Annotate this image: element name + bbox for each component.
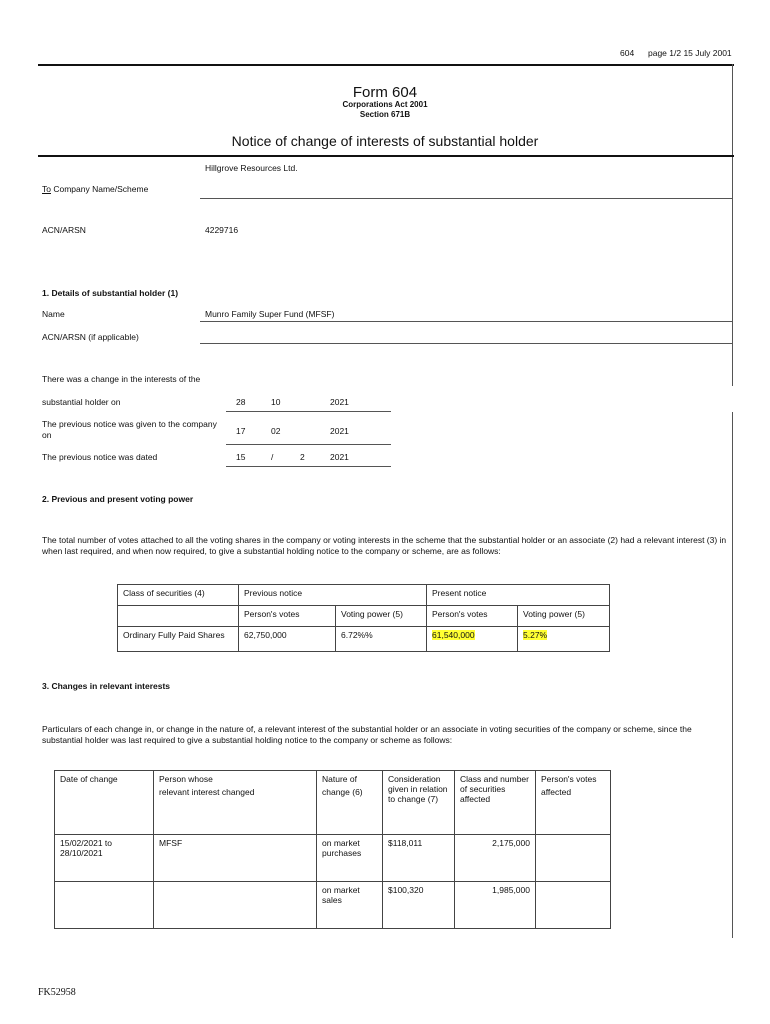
row2-class-number: 1,985,000 bbox=[455, 882, 536, 929]
change-label-line2: substantial holder on bbox=[42, 397, 121, 407]
prev-given-line bbox=[226, 444, 391, 445]
row2-person bbox=[154, 882, 317, 929]
row1-date-l1: 15/02/2021 to bbox=[60, 838, 112, 848]
holder-acn-line bbox=[200, 343, 732, 344]
holder-name-label: Name bbox=[42, 309, 65, 319]
change-label-line1: There was a change in the interests of the bbox=[42, 374, 201, 384]
holder-name-value: Munro Family Super Fund (MFSF) bbox=[205, 309, 335, 319]
prev-given-month: 02 bbox=[271, 426, 281, 436]
company-scheme-label: Company Name/Scheme bbox=[53, 184, 149, 194]
notice-title: Notice of change of interests of substantial holder bbox=[231, 133, 539, 149]
section3-heading: 3. Changes in relevant interests bbox=[42, 681, 171, 691]
title-rule bbox=[38, 155, 734, 157]
prev-votes-header: Person's votes bbox=[239, 606, 336, 627]
prev-dated-month: 2 bbox=[300, 452, 305, 462]
row1-nature bbox=[317, 835, 383, 882]
nature-header bbox=[317, 771, 383, 835]
row1-class-number: 2,175,000 bbox=[455, 835, 536, 882]
row1-person: MFSF bbox=[154, 835, 317, 882]
company-name-value: Hillgrove Resources Ltd. bbox=[205, 163, 298, 173]
class-header-l1: Class and number bbox=[460, 774, 529, 784]
section2-heading: 2. Previous and present voting power bbox=[42, 494, 194, 504]
class-value: Ordinary Fully Paid Shares bbox=[118, 627, 239, 652]
row1-nature-l2: purchases bbox=[322, 848, 362, 858]
nature-header-l2: change (6) bbox=[322, 787, 363, 797]
pres-power-cell bbox=[518, 627, 610, 652]
votes-header-l2: affected bbox=[541, 787, 572, 797]
change-day: 28 bbox=[236, 397, 246, 407]
row2-date bbox=[55, 882, 154, 929]
class-header-l2: of securities bbox=[460, 784, 506, 794]
voting-power-table bbox=[117, 584, 610, 652]
row2-consideration: $100,320 bbox=[383, 882, 455, 929]
right-border-lower bbox=[732, 412, 733, 938]
nature-header-l1: Nature of bbox=[322, 774, 357, 784]
company-name-label bbox=[42, 184, 148, 194]
company-name-line bbox=[200, 198, 732, 199]
prev-given-label: The previous notice was given to the company on bbox=[42, 419, 217, 440]
consid-header-l3: to change (7) bbox=[388, 794, 439, 804]
person-header-l1: Person whose bbox=[159, 774, 213, 784]
pres-power-header: Voting power (5) bbox=[518, 606, 610, 627]
prev-dated-year: 2021 bbox=[330, 452, 349, 462]
consid-header-l2: given in relation bbox=[388, 784, 448, 794]
table-row bbox=[55, 882, 611, 929]
section3-intro: Particulars of each change in, or change in the nature of, a relevant interest of the substantial holder or an associate in voting securities of the company or scheme, since the substantial holder was last required to give a substantial holding notice to the company or scheme as follows: bbox=[42, 724, 692, 745]
class-header: Class of securities (4) bbox=[118, 585, 239, 606]
pres-votes-cell bbox=[427, 627, 518, 652]
class-number-header bbox=[455, 771, 536, 835]
prev-given-year: 2021 bbox=[330, 426, 349, 436]
row1-nature-l1: on market bbox=[322, 838, 360, 848]
table-row bbox=[55, 835, 611, 882]
form-number: 604 bbox=[620, 48, 635, 58]
prev-votes-value: 62,750,000 bbox=[239, 627, 336, 652]
consideration-header bbox=[383, 771, 455, 835]
section2-intro: The total number of votes attached to all the voting shares in the company or voting interests in the scheme that the substantial holder or an associate (2) had a relevant interest (3) in when last required, and when now required, to give a substantial holding notice to the company or scheme, are as follows: bbox=[42, 535, 727, 556]
row1-date-l2: 28/10/2021 bbox=[60, 848, 103, 858]
section1-heading: 1. Details of substantial holder (1) bbox=[42, 288, 179, 298]
pres-votes-header: Person's votes bbox=[427, 606, 518, 627]
prev-dated-label: The previous notice was dated bbox=[42, 452, 158, 462]
class-header-l3: affected bbox=[460, 794, 491, 804]
footer-code: FK52958 bbox=[38, 987, 76, 998]
prev-dated-day: 15 bbox=[236, 452, 246, 462]
top-rule bbox=[38, 64, 734, 66]
row2-nature-l1: on market bbox=[322, 885, 360, 895]
votes-header bbox=[536, 771, 611, 835]
prev-given-day: 17 bbox=[236, 426, 246, 436]
page-info: page 1/2 15 July 2001 bbox=[648, 48, 732, 58]
previous-header: Previous notice bbox=[239, 585, 427, 606]
holder-name-line bbox=[200, 321, 732, 322]
acn-value: 4229716 bbox=[205, 225, 239, 235]
change-date-line bbox=[226, 411, 391, 412]
consid-header-l1: Consideration bbox=[388, 774, 441, 784]
acn-label: ACN/ARSN bbox=[42, 225, 86, 235]
change-year: 2021 bbox=[330, 397, 349, 407]
person-header bbox=[154, 771, 317, 835]
changes-table bbox=[54, 770, 611, 929]
pres-votes-value: 61,540,000 bbox=[432, 630, 475, 640]
present-header: Present notice bbox=[427, 585, 610, 606]
row2-votes bbox=[536, 882, 611, 929]
row1-date bbox=[55, 835, 154, 882]
row2-nature-l2: sales bbox=[322, 895, 342, 905]
votes-header-l1: Person's votes bbox=[541, 774, 597, 784]
prev-power-header: Voting power (5) bbox=[336, 606, 427, 627]
holder-acn-label: ACN/ARSN (if applicable) bbox=[42, 332, 139, 342]
form-title: Form 604 bbox=[352, 84, 418, 101]
prev-power-value: 6.72%% bbox=[336, 627, 427, 652]
to-label: To bbox=[42, 184, 51, 194]
person-header-l2: relevant interest changed bbox=[159, 787, 255, 797]
act-title: Corporations Act 2001 bbox=[342, 100, 428, 109]
date-header: Date of change bbox=[55, 771, 154, 835]
prev-dated-line bbox=[226, 466, 391, 467]
class-subheader-empty bbox=[118, 606, 239, 627]
row2-nature bbox=[317, 882, 383, 929]
row1-consideration: $118,011 bbox=[383, 835, 455, 882]
change-month: 10 bbox=[271, 397, 281, 407]
pres-power-value: 5.27% bbox=[523, 630, 548, 640]
right-border-upper bbox=[732, 64, 733, 386]
row1-votes bbox=[536, 835, 611, 882]
prev-dated-sep: / bbox=[271, 452, 274, 462]
section-title: Section 671B bbox=[359, 110, 411, 119]
